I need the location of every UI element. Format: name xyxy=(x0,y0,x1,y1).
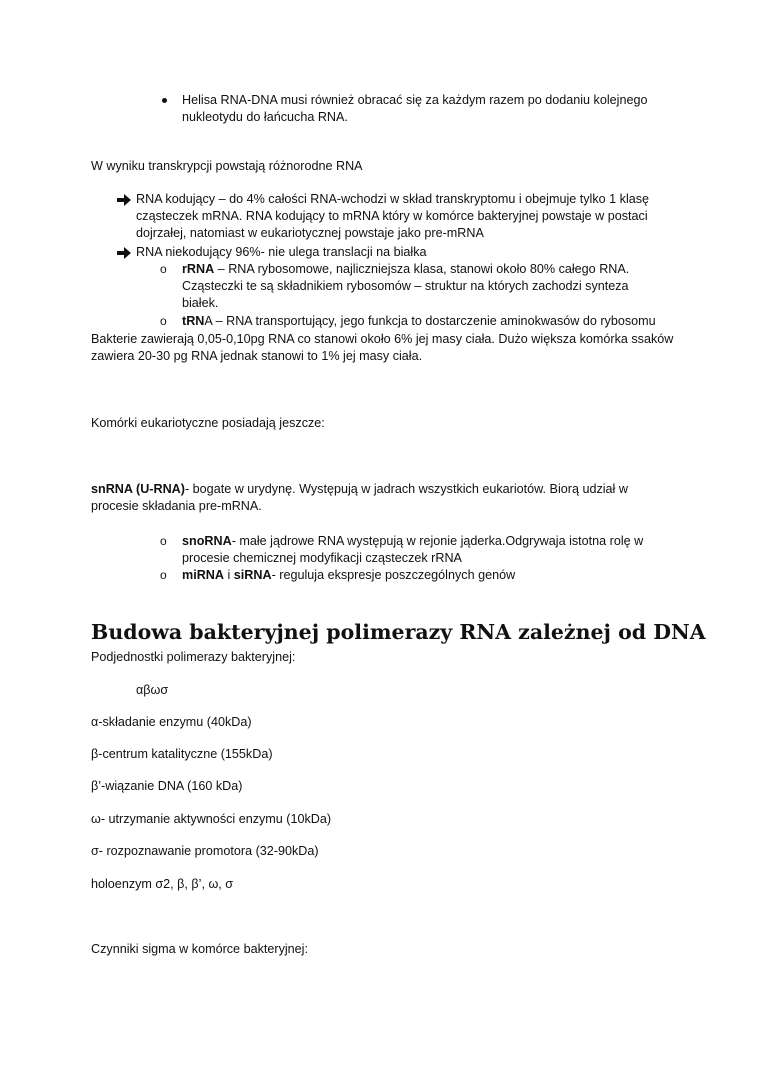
subunit-line: α-składanie enzymu (40kDa) xyxy=(91,715,252,729)
sigma-intro: Czynniki sigma w komórce bakteryjnej: xyxy=(91,942,308,956)
subunit-line: β-centrum katalityczne (155kDa) xyxy=(91,747,273,761)
snorna-term: snoRNA xyxy=(182,534,232,548)
mirna-conjunction: i xyxy=(223,568,234,582)
sirna-term: siRNA xyxy=(233,568,272,582)
rrna-description: – RNA rybosomowe, najliczniejsza klasa, stanowi około 80% całego RNA. Cząsteczki te są składnikiem rybosomów – struktur na których zachodzi synteza białek. xyxy=(182,262,630,310)
mirna-description: - reguluja ekspresje poszczególnych genów xyxy=(271,568,516,582)
mirna-item xyxy=(182,567,672,584)
bacteria-note: Bakterie zawierają 0,05-0,10pg RNA co stanowi około 6% jej masy ciała. Dużo większa komórka ssaków zawiera 20-30 pg RNA jednak stanowi to 1% jej masy ciała. xyxy=(91,332,674,363)
eukaryote-intro: Komórki eukariotyczne posiadają jeszcze: xyxy=(91,416,325,430)
snrna-paragraph xyxy=(91,481,671,515)
section-heading: Budowa bakteryjnej polimerazy RNA zależnej od DNA xyxy=(91,620,706,644)
subunit-line: σ- rozpoznawanie promotora (32-90kDa) xyxy=(91,844,319,858)
subunits-intro: Podjednostki polimerazy bakteryjnej: xyxy=(91,650,296,664)
trna-term: tRN xyxy=(182,314,205,328)
arrow-right-icon xyxy=(116,246,132,260)
arrow-right-icon xyxy=(116,193,132,207)
trna-item xyxy=(182,313,702,330)
circle-bullet-icon: o xyxy=(160,262,167,276)
helix-note: Helisa RNA-DNA musi również obracać się za każdym razem po dodaniu kolejnego nukleotydu do łańcucha RNA. xyxy=(182,93,648,124)
bullet-dot xyxy=(162,98,167,103)
mirna-term: miRNA xyxy=(182,568,224,582)
noncoding-rna-text: RNA niekodujący 96%- nie ulega translacji na białka xyxy=(136,245,427,259)
rrna-term: rRNA xyxy=(182,262,215,276)
subunit-line: ω- utrzymanie aktywności enzymu (10kDa) xyxy=(91,812,332,826)
circle-bullet-icon: o xyxy=(160,534,167,548)
coding-rna-text: RNA kodujący – do 4% całości RNA-wchodzi w skład transkryptomu i obejmuje tylko 1 klasę cząsteczek mRNA. RNA kodujący to mRNA który w komórce bakteryjnej powstaje w postaci dojrzałej, natomiast w eukariotycznej powstaje jako pre-mRNA xyxy=(136,192,650,240)
circle-bullet-icon: o xyxy=(160,568,167,582)
snorna-description: - małe jądrowe RNA występują w rejonie jąderka.Odgrywaja istotna rolę w procesie chemicznej modyfikacji cząsteczek rRNA xyxy=(182,534,644,565)
transcription-intro: W wyniku transkrypcji powstają różnorodne RNA xyxy=(91,159,363,173)
subunit-line: β’-wiązanie DNA (160 kDa) xyxy=(91,779,243,793)
subunits-symbols: αβωσ xyxy=(136,683,169,697)
snorna-item xyxy=(182,533,672,567)
holoenzyme-line: holoenzym σ2, β, β’, ω, σ xyxy=(91,877,234,891)
trna-description: A – RNA transportujący, jego funkcja to dostarczenie aminokwasów do rybosomu xyxy=(204,314,656,328)
snrna-description: - bogate w urydynę. Występują w jadrach wszystkich eukariotów. Biorą udział w procesie składania pre-mRNA. xyxy=(91,482,628,513)
snrna-term: snRNA (U-RNA) xyxy=(91,482,185,496)
rrna-item xyxy=(182,261,652,312)
circle-bullet-icon: o xyxy=(160,314,167,328)
